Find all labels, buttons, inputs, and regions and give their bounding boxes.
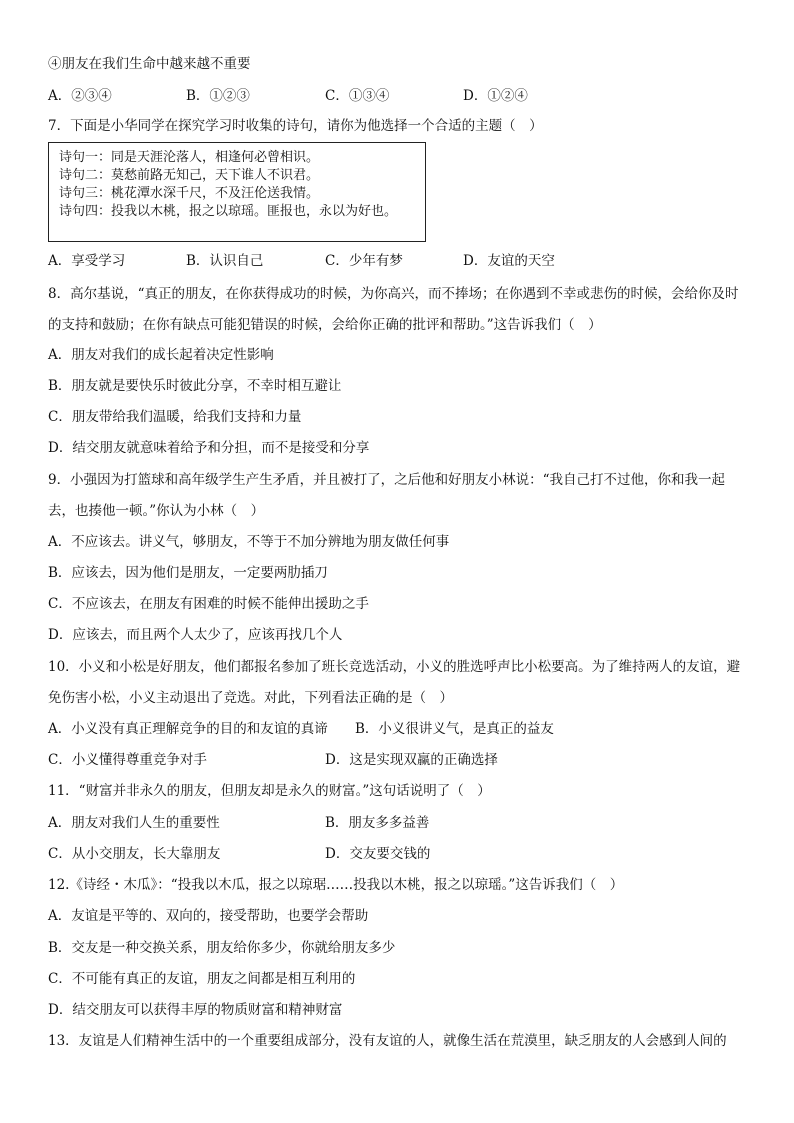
q11-options-row-2 xyxy=(48,844,748,864)
q10-options-row-1 xyxy=(48,719,748,739)
q6-option-c: C．①③④ xyxy=(325,88,390,104)
q7-poem-3: 诗句三：桃花潭水深千尺，不及汪伦送我情。 xyxy=(59,186,320,201)
q11-option-a: A．朋友对我们人生的重要性 xyxy=(48,815,220,831)
q11-option-d: D．交友要交钱的 xyxy=(325,846,431,862)
q11-options-row-1 xyxy=(48,813,748,833)
q7-poem-4: 诗句四：投我以木桃，报之以琼瑶。匪报也，永以为好也。 xyxy=(59,204,398,219)
q7-stem: 7．下面是小华同学在探究学习时收集的诗句，请你为他选择一个合适的主题（ ） xyxy=(48,118,543,134)
q10-option-d: D．这是实现双赢的正确选择 xyxy=(325,752,498,768)
q7-option-d: D．友谊的天空 xyxy=(463,253,555,269)
q12-option-c: C．不可能有真正的友谊，朋友之间都是相互利用的 xyxy=(48,971,356,987)
q8-option-d: D．结交朋友就意味着给予和分担，而不是接受和分享 xyxy=(48,440,370,456)
q11-stem: 11．“财富并非永久的朋友，但朋友却是永久的财富。”这句话说明了（ ） xyxy=(48,783,491,799)
q7-poem-2: 诗句二：莫愁前路无知己，天下谁人不识君。 xyxy=(59,168,320,183)
q6-option-b: B．①②③ xyxy=(186,88,250,104)
q7-option-c: C．少年有梦 xyxy=(325,253,403,269)
q7-option-b: B．认识自己 xyxy=(186,253,264,269)
q6-item-4: ④朋友在我们生命中越来越不重要 xyxy=(48,56,251,72)
q9-option-b: B．应该去，因为他们是朋友，一定要两肋插刀 xyxy=(48,565,328,581)
q12-option-b: B．交友是一种交换关系，朋友给你多少，你就给朋友多少 xyxy=(48,940,396,956)
q6-option-d: D．①②④ xyxy=(463,88,528,104)
q9-option-c: C．不应该去，在朋友有困难的时候不能伸出援助之手 xyxy=(48,596,369,612)
q8-option-c: C．朋友带给我们温暖，给我们支持和力量 xyxy=(48,409,302,425)
q7-poem-1: 诗句一：同是天涯沦落人，相逢何必曾相识。 xyxy=(59,150,320,165)
q6-options xyxy=(48,86,748,106)
q13-stem: 13．友谊是人们精神生活中的一个重要组成部分，没有友谊的人，就像生活在荒漠里，缺乏朋友的人会感到人间的 xyxy=(48,1033,727,1049)
q9-stem: 9．小强因为打篮球和高年级学生产生矛盾，并且被打了，之后他和好朋友小林说：“我自己打不过他，你和我一起去，也揍他一顿。”你认为小林（ ） xyxy=(48,472,725,519)
q9-option-a: A．不应该去。讲义气，够朋友，不等于不加分辨地为朋友做任何事 xyxy=(48,534,450,550)
q12-option-a: A．友谊是平等的、双向的，接受帮助，也要学会帮助 xyxy=(48,908,369,924)
q10-options-row-2 xyxy=(48,750,748,770)
q10-option-c: C．小义懂得尊重竞争对手 xyxy=(48,752,207,768)
q11-option-b: B．朋友多多益善 xyxy=(325,815,430,831)
q8-option-b: B．朋友就是要快乐时彼此分享，不幸时相互避让 xyxy=(48,378,342,394)
q7-option-a: A．享受学习 xyxy=(48,253,126,269)
q8-stem: 8．高尔基说，“真正的朋友，在你获得成功的时候，为你高兴，而不捧场；在你遇到不幸或悲伤的时候，会给你及时的支持和鼓励；在你有缺点可能犯错误的时候，会给你正确的批评和帮助。”这告诉我们（ ） xyxy=(48,286,739,333)
q7-poem-box xyxy=(48,142,426,242)
q9-option-d: D．应该去，而且两个人太少了，应该再找几个人 xyxy=(48,627,343,643)
q12-option-d: D．结交朋友可以获得丰厚的物质财富和精神财富 xyxy=(48,1002,343,1018)
q10-stem: 10．小义和小松是好朋友，他们都报名参加了班长竞选活动，小义的胜选呼声比小松要高。为了维持两人的友谊，避免伤害小松，小义主动退出了竞选。对此，下列看法正确的是（ ） xyxy=(48,659,741,706)
q7-options xyxy=(48,251,748,271)
q10-option-b: B．小义很讲义气，是真正的益友 xyxy=(355,721,554,737)
q12-stem: 12.《诗经・木瓜》：“投我以木瓜，报之以琼琚……投我以木桃，报之以琼瑶。”这告诉我们（ ） xyxy=(48,877,624,893)
q10-option-a: A．小义没有真正理解竞争的目的和友谊的真谛 xyxy=(48,721,328,737)
q6-option-a: A．②③④ xyxy=(48,88,112,104)
q8-option-a: A．朋友对我们的成长起着决定性影响 xyxy=(48,347,274,363)
q11-option-c: C．从小交朋友，长大靠朋友 xyxy=(48,846,221,862)
